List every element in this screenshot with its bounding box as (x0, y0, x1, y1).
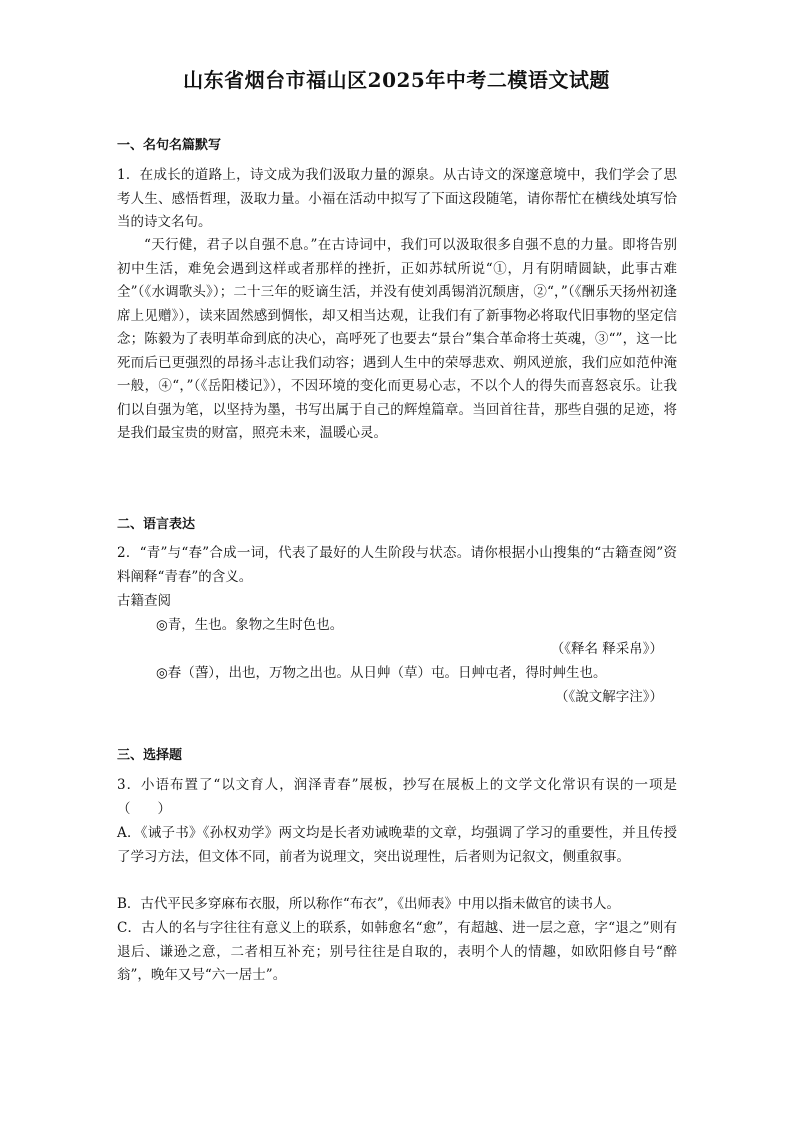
question-3-option-c (117, 917, 677, 988)
question-1-text: 1．在成长的道路上，诗文成为我们汲取力量的源泉。从古诗文的深邃意境中，我们学会了思考人生、感悟哲理，汲取力量。小福在活动中拟写了下面这段随笔，请你帮忙在横线处填写恰当的诗文名句。 (117, 167, 677, 230)
page-title: 山东省烟台市福山区2025年中考二模语文试题 (183, 68, 610, 92)
section-heading-3: 三、选择题 (117, 748, 183, 763)
question-3-option-a (117, 822, 677, 869)
reference-source-1: （《释名 释采帛》） (550, 641, 663, 657)
reference-source-2: （《說文解字注》） (555, 689, 663, 705)
question-2-intro (117, 542, 677, 589)
question-1-passage (117, 234, 677, 446)
option-c-text: C．古人的名与字往往有意义上的联系，如韩愈名“愈”，有超越、进一层之意，字“退之”则有退后、谦逊之意，二者相互补充；别号往往是自取的，表明个人的情趣，如欧阳修自号“醉翁”，晚年又号“六一居士”。 (117, 920, 677, 983)
question-2-text: 2．“青”与“春”合成一词，代表了最好的人生阶段与状态。请你根据小山搜集的“古籍查阅”资料阐释“青春”的含义。 (117, 545, 677, 585)
reference-item-2: ◎春（萅），出也，万物之出也。从日艸（草）屯。日艸屯者，得时艸生也。 (156, 665, 607, 681)
reference-item-1: ◎青，生也。象物之生时色也。 (156, 617, 344, 633)
question-3-intro (117, 774, 677, 821)
option-b-text: B．古代平民多穿麻布衣服，所以称作“布衣”，《出师表》中用以指未做官的读书人。 (117, 896, 620, 912)
question-1-passage-text: “天行健，君子以自强不息。”在古诗词中，我们可以汲取很多自强不息的力量。即将告别初中生活，难免会遇到这样或者那样的挫折，正如苏轼所说“①，月有阴晴圆缺，此事古难全”（《水调歌头》）；二十三年的贬谪生活，并没有使刘禹锡消沉颓唐，②“，”（《酬乐天扬州初逢席上见赠》），读来固然感到惆怅，却又相当达观，让我们有了新事物必将取代旧事物的坚定信念；陈毅为了表明革命到底的决心，高呼死了也要去“景台”集合革命将士英魂，③“”，这一比死而后已更强烈的昂扬斗志让我们动容；遇到人生中的荣辱悲欢、朔风逆旅，我们应如范仲淹一般，④“，”（《岳阳楼记》），不因环境的变化而更易心志，不以个人的得失而喜怒哀乐。让我们以自强为笔，以坚持为墨，书写出属于自己的辉煌篇章。当回首往昔，那些自强的足迹，将是我们最宝贵的财富，照亮未来，温暖心灵。 (117, 237, 677, 441)
reference-label: 古籍查阅 (117, 593, 171, 609)
question-3-option-b (117, 893, 677, 917)
question-3-text: 3．小语布置了“以文育人，润泽青春”展板，抄写在展板上的文学文化常识有误的一项是（ ） (117, 777, 677, 817)
section-heading-2: 二、语言表达 (117, 517, 196, 532)
option-a-text: A．《诫子书》《孙权劝学》两文均是长者劝诫晚辈的文章，均强调了学习的重要性，并且传授了学习方法，但文体不同，前者为说理文，突出说理性，后者则为记叙文，侧重叙事。 (117, 825, 677, 865)
section-heading-1: 一、名句名篇默写 (117, 138, 222, 153)
question-1-intro (117, 164, 677, 235)
